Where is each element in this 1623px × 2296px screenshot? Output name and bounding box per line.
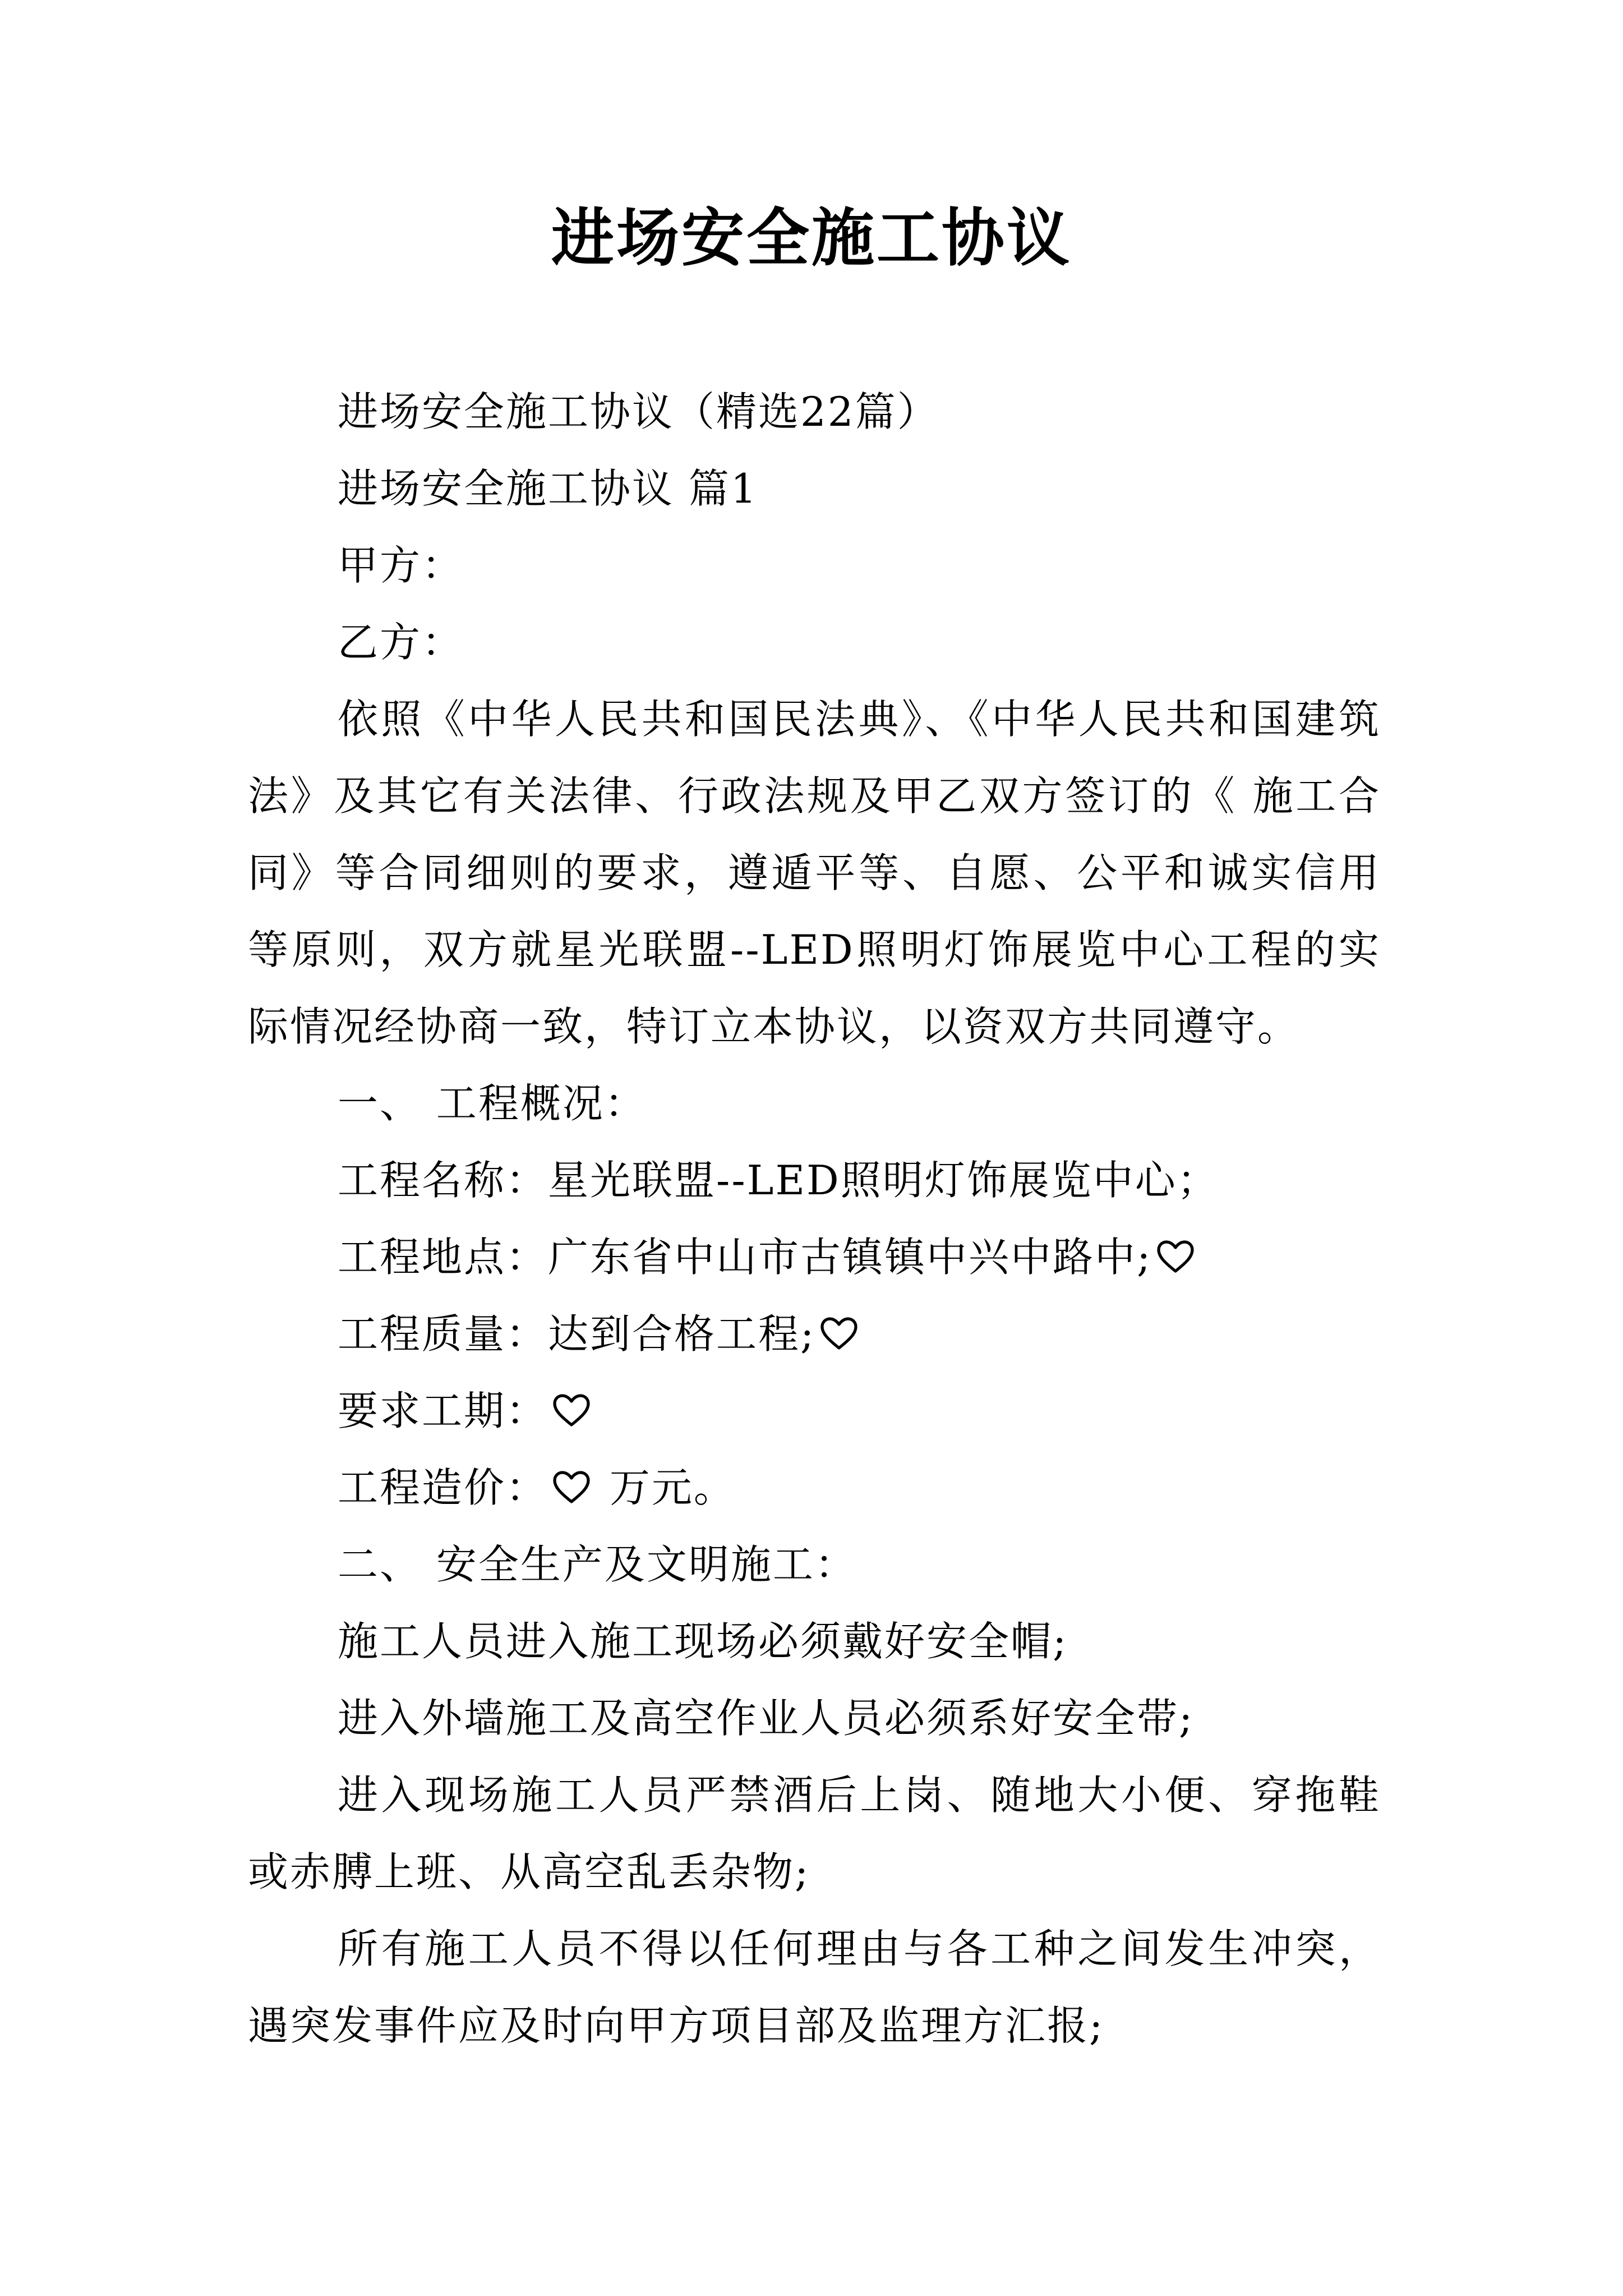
heart-outline-icon [1155, 1239, 1196, 1274]
project-duration-text: 要求工期： [338, 1387, 548, 1434]
project-cost-label: 工程造价： [338, 1464, 548, 1511]
project-duration-line [248, 1373, 1381, 1450]
party-a-line: 甲方： [338, 542, 464, 589]
heart-outline-icon [551, 1392, 592, 1428]
project-overview-heading: 一、 工程概况： [338, 1080, 647, 1127]
safety-rule-3: 进入现场施工人员严禁酒后上岗、随地大小便、穿拖鞋或赤膊上班、从高空乱丢杂物; [248, 1772, 1381, 1895]
preamble-paragraph: 依照《中华人民共和国民法典》、《中华人民共和国建筑法》及其它有关法律、行政法规及甲乙双方签订的《 施工合同》等合同细则的要求，遵遁平等、自愿、公平和诚实信用等原则，双方就星光联盟--LED照明灯饰展览中心工程的实际情况经协商一致，特订立本协议，以资双方共同遵守。 [248, 696, 1381, 1050]
document-title: 进场安全施工协议 [551, 201, 1072, 275]
heart-outline-icon [819, 1315, 859, 1351]
safety-rule-4: 所有施工人员不得以任何理由与各工种之间发生冲突，遇突发事件应及时向甲方项目部及监理方汇报; [248, 1925, 1381, 2049]
safety-rule-1: 施工人员进入施工现场必须戴好安全帽; [338, 1618, 1068, 1665]
project-location-text: 工程地点：广东省中山市古镇镇中兴中路中; [338, 1234, 1152, 1281]
heart-outline-icon [551, 1469, 592, 1505]
safety-rule-2: 进入外墙施工及高空作业人员必须系好安全带; [338, 1695, 1195, 1742]
party-b-line: 乙方： [338, 619, 464, 666]
project-quality-line [248, 1296, 1381, 1373]
subtitle-line: 进场安全施工协议（精选22篇） [338, 388, 939, 435]
safety-heading: 二、 安全生产及文明施工： [338, 1541, 857, 1588]
document-body [248, 374, 1381, 2064]
project-name-line: 工程名称：星光联盟--LED照明灯饰展览中心； [338, 1157, 1219, 1204]
section-heading: 进场安全施工协议 篇1 [338, 465, 758, 512]
project-quality-text: 工程质量：达到合格工程; [338, 1310, 816, 1358]
project-cost-line [248, 1450, 1381, 1526]
project-cost-unit: 万元。 [595, 1464, 736, 1511]
project-location-line [248, 1219, 1381, 1296]
